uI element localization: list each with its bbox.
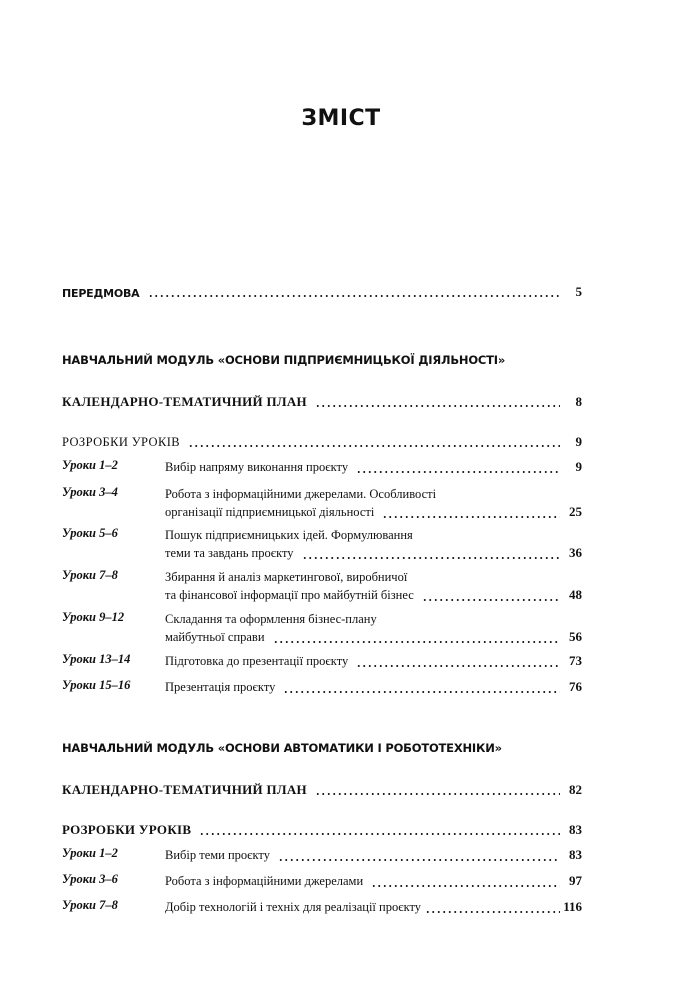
dot-leader xyxy=(302,557,560,559)
toc-entry-label: РОЗРОБКИ УРОКІВ xyxy=(62,435,181,449)
toc-lesson-entry[interactable] xyxy=(62,872,582,890)
dot-leader xyxy=(382,516,560,518)
toc-entry-page: 9 xyxy=(575,434,582,449)
toc-entry-page: 9 xyxy=(575,459,582,474)
lesson-range: Уроки 1–2 xyxy=(62,458,118,472)
lesson-title: Складання та оформлення бізнес-плану xyxy=(165,612,377,626)
lesson-range: Уроки 1–2 xyxy=(62,846,118,860)
lesson-range: Уроки 3–4 xyxy=(62,485,118,499)
lesson-title: Пошук підприємницьких ідей. Формулювання xyxy=(165,528,413,542)
lesson-title: Робота з інформаційними джерелами. Особливості xyxy=(165,487,437,501)
toc-entry-page: 73 xyxy=(569,653,582,668)
lesson-range: Уроки 5–6 xyxy=(62,526,118,540)
lesson-title: майбутньої справи xyxy=(165,630,265,644)
toc-entry-label: РОЗРОБКИ УРОКІВ xyxy=(62,822,192,837)
toc-entry-page: 5 xyxy=(575,284,582,299)
dot-leader xyxy=(283,691,560,693)
lesson-range: Уроки 7–8 xyxy=(62,568,118,582)
toc-entry-page: 56 xyxy=(569,629,582,644)
toc-entry-page: 25 xyxy=(569,504,582,519)
toc-lesson-entry[interactable] xyxy=(62,526,582,562)
page-title: ЗМІСТ xyxy=(301,106,381,131)
toc-entry-page: 36 xyxy=(569,545,582,560)
lesson-range: Уроки 9–12 xyxy=(62,610,125,624)
module-heading: НАВЧАЛЬНИЙ МОДУЛЬ «ОСНОВИ АВТОМАТИКИ І РОБОТОТЕХНІКИ» xyxy=(62,741,502,755)
dot-leader xyxy=(315,793,560,795)
toc-entry-page: 83 xyxy=(569,847,582,862)
dot-leader xyxy=(199,833,560,835)
toc-entry-label: КАЛЕНДАРНО-ТЕМАТИЧНИЙ ПЛАН xyxy=(62,394,307,409)
toc-lesson-entry[interactable] xyxy=(62,610,582,646)
dot-leader xyxy=(356,471,560,473)
toc-entry-page: 82 xyxy=(569,782,582,797)
lesson-range: Уроки 7–8 xyxy=(62,898,118,912)
toc-entry-page: 97 xyxy=(569,873,582,888)
toc-entry-plan[interactable] xyxy=(62,782,582,798)
toc-entry-page: 76 xyxy=(569,679,582,694)
lesson-title: Підготовка до презентації проєкту xyxy=(165,654,349,668)
dot-leader xyxy=(315,405,560,407)
lesson-title: Добір технологій і техніх для реалізації проєкту xyxy=(165,900,422,914)
dot-leader xyxy=(422,599,560,601)
lesson-range: Уроки 15–16 xyxy=(62,678,131,692)
lesson-title: теми та завдань проєкту xyxy=(165,546,294,560)
dot-leader xyxy=(278,859,560,861)
toc-entry-label: КАЛЕНДАРНО-ТЕМАТИЧНИЙ ПЛАН xyxy=(62,782,307,797)
lesson-title: Збирання й аналіз маркетингової, виробничої xyxy=(165,570,408,584)
toc-entry-page: 48 xyxy=(569,587,582,602)
dot-leader xyxy=(371,885,560,887)
toc-entry-page: 116 xyxy=(563,899,582,914)
module-heading: НАВЧАЛЬНИЙ МОДУЛЬ «ОСНОВИ ПІДПРИЄМНИЦЬКОЇ ДІЯЛЬНОСТІ» xyxy=(62,353,506,367)
toc-lesson-entry[interactable] xyxy=(62,458,582,476)
lesson-title: організації підприємницької діяльності xyxy=(165,505,375,519)
toc-lesson-entry[interactable] xyxy=(62,678,582,696)
lesson-title: Вибір теми проєкту xyxy=(165,848,270,862)
lesson-range: Уроки 3–6 xyxy=(62,872,118,886)
toc-entry-lessons-heading[interactable] xyxy=(62,434,582,450)
lesson-title: Робота з інформаційними джерелами xyxy=(165,874,364,888)
toc-entry-lessons-heading[interactable] xyxy=(62,822,582,838)
toc-lesson-entry[interactable] xyxy=(62,652,582,670)
dot-leader xyxy=(148,295,561,297)
lesson-range: Уроки 13–14 xyxy=(62,652,131,666)
dot-leader xyxy=(425,911,560,913)
toc-entry-label: ПЕРЕДМОВА xyxy=(62,287,140,300)
lesson-title: та фінансової інформації про майбутній бізнес xyxy=(165,588,414,602)
dot-leader xyxy=(273,641,560,643)
toc-entry-page: 8 xyxy=(575,394,582,409)
lesson-title: Вибір напряму виконання проєкту xyxy=(165,460,349,474)
toc-entry-plan[interactable] xyxy=(62,394,582,410)
toc-lesson-entry[interactable] xyxy=(62,485,582,521)
toc-lesson-entry[interactable] xyxy=(62,846,582,864)
lesson-title: Презентація проєкту xyxy=(165,680,276,694)
dot-leader xyxy=(188,445,560,447)
toc-lesson-entry[interactable] xyxy=(62,898,582,916)
toc-lesson-entry[interactable] xyxy=(62,568,582,604)
toc-entry-preface[interactable] xyxy=(62,284,582,300)
toc-entry-page: 83 xyxy=(569,822,582,837)
dot-leader xyxy=(356,665,560,667)
